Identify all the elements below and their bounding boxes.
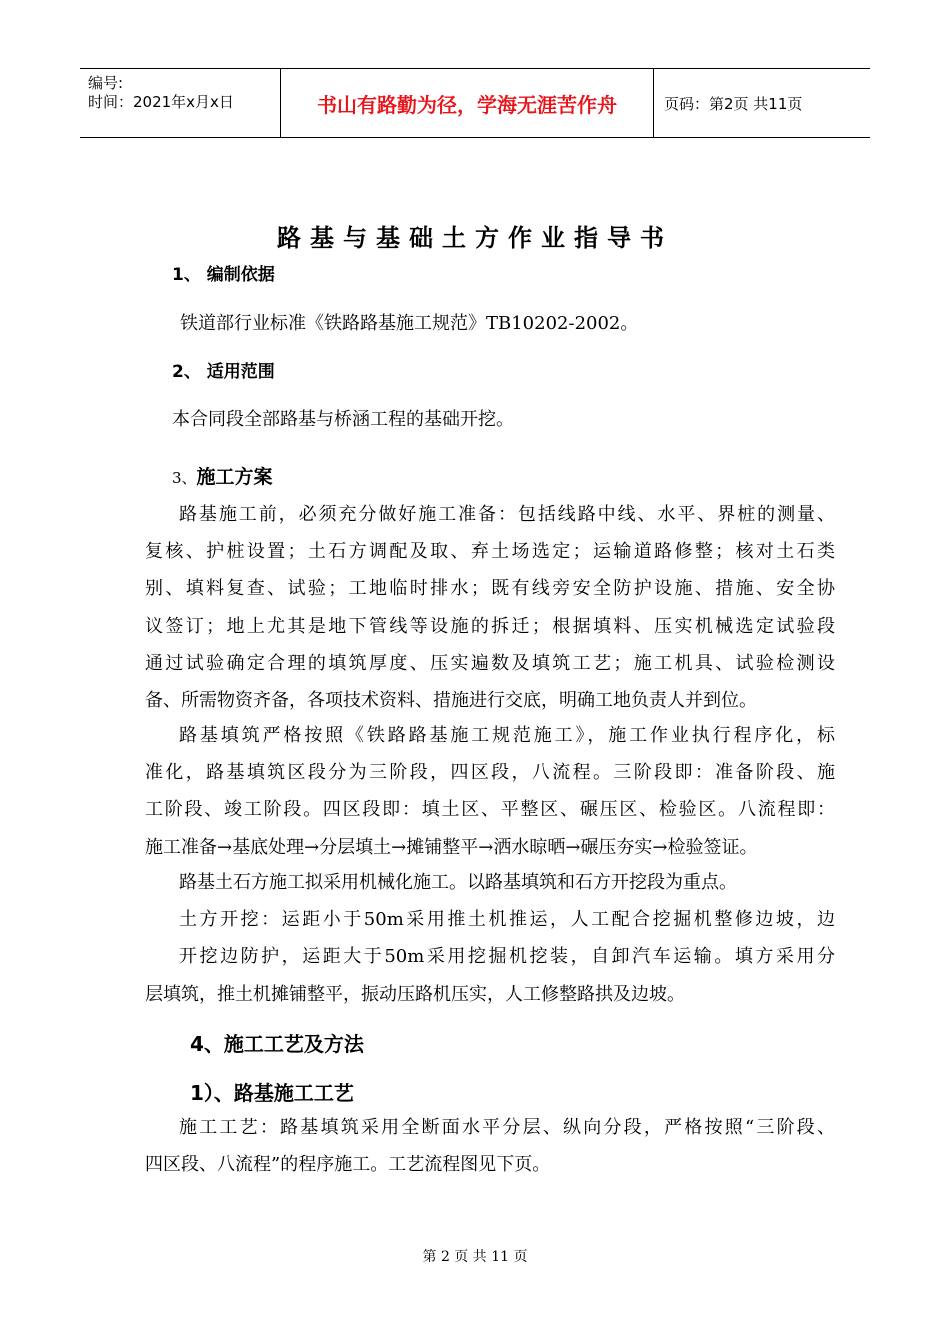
paragraph-line: 层填筑，推土机摊铺整平，振动压路机压实，人工修整路拱及边坡。 <box>145 983 685 1005</box>
paragraph-line: 路基土石方施工拟采用机械化施工。以路基填筑和石方开挖段为重点。 <box>179 872 737 893</box>
paragraph-line: 通过试验确定合理的填筑厚度、压实遍数及填筑工艺；施工机具、试验检测设 <box>145 652 835 674</box>
section-4-heading: 4、施工工艺及方法 <box>190 1032 364 1056</box>
section-1-heading: 1、 编制依据 <box>172 265 275 285</box>
header-page-info: 页码：第2页 共11页 <box>664 94 803 113</box>
paragraph-line: 准化，路基填筑区段分为三阶段，四区段，八流程。三阶段即：准备阶段、施 <box>145 762 835 784</box>
paragraph-line: 土方开挖：运距小于50m采用推土机推运，人工配合挖掘机整修边坡，边 <box>179 909 835 931</box>
header-motto: 书山有路勤为径，学海无涯苦作舟 <box>317 92 617 117</box>
paragraph-line: 路基填筑严格按照《铁路路基施工规范施工》，施工作业执行程序化，标 <box>179 725 835 746</box>
paragraph-line: 备、所需物资齐备，各项技术资料、措施进行交底，明确工地负责人并到位。 <box>145 689 757 711</box>
paragraph-line: 四区段、八流程”的程序施工。工艺流程图见下页。 <box>145 1154 551 1176</box>
header-motto-cell <box>281 69 654 137</box>
paragraph-line: 施工准备→基底处理→分层填土→摊铺整平→洒水晾晒→碾压夯实→检验签证。 <box>145 836 758 858</box>
section-4-subheading: 1）、路基施工工艺 <box>190 1081 354 1105</box>
section-3-paragraph-3 <box>145 864 835 1013</box>
paragraph-line: 工阶段、竣工阶段。四区段即：填土区、平整区、碾压区、检验区。八流程即： <box>145 799 835 821</box>
document-time-label: 时间：2021年x月x日 <box>88 93 234 111</box>
section-1-text: 铁道部行业标准《铁路路基施工规范》TB10202-2002。 <box>180 313 639 334</box>
page-footer: 第 2 页 共 11 页 <box>422 1249 528 1265</box>
section-2-heading: 2、 适用范围 <box>172 362 275 382</box>
section-3-paragraph-2 <box>145 717 835 866</box>
header-table <box>80 68 870 138</box>
header-meta-cell <box>80 69 281 137</box>
section-3-paragraph-1 <box>145 496 835 719</box>
paragraph-line: 施工工艺：路基填筑采用全断面水平分层、纵向分段，严格按照“三阶段、 <box>179 1117 835 1138</box>
paragraph-line: 复核、护桩设置；土石方调配及取、弃土场选定；运输道路修整；核对土石类 <box>145 541 835 563</box>
section-2-text: 本合同段全部路基与桥涵工程的基础开挖。 <box>172 409 514 430</box>
document-title: 路基与基础土方作业指导书 <box>277 224 673 252</box>
section-4-paragraph <box>145 1109 835 1183</box>
section-3-heading <box>172 462 273 489</box>
section-3-title: 施工方案 <box>196 466 273 488</box>
section-3-number: 3、 <box>172 469 197 487</box>
paragraph-line: 别、填料复查、试验；工地临时排水；既有线旁安全防护设施、措施、安全协 <box>145 578 835 600</box>
document-number-label: 编号: <box>88 74 124 92</box>
paragraph-line: 议签订；地上尤其是地下管线等设施的拆迁；根据填料、压实机械选定试验段 <box>145 615 835 637</box>
paragraph-line: 开挖边防护，运距大于50m采用挖掘机挖装，自卸汽车运输。填方采用分 <box>179 946 835 968</box>
paragraph-line: 路基施工前，必须充分做好施工准备：包括线路中线、水平、界桩的测量、 <box>179 504 835 525</box>
